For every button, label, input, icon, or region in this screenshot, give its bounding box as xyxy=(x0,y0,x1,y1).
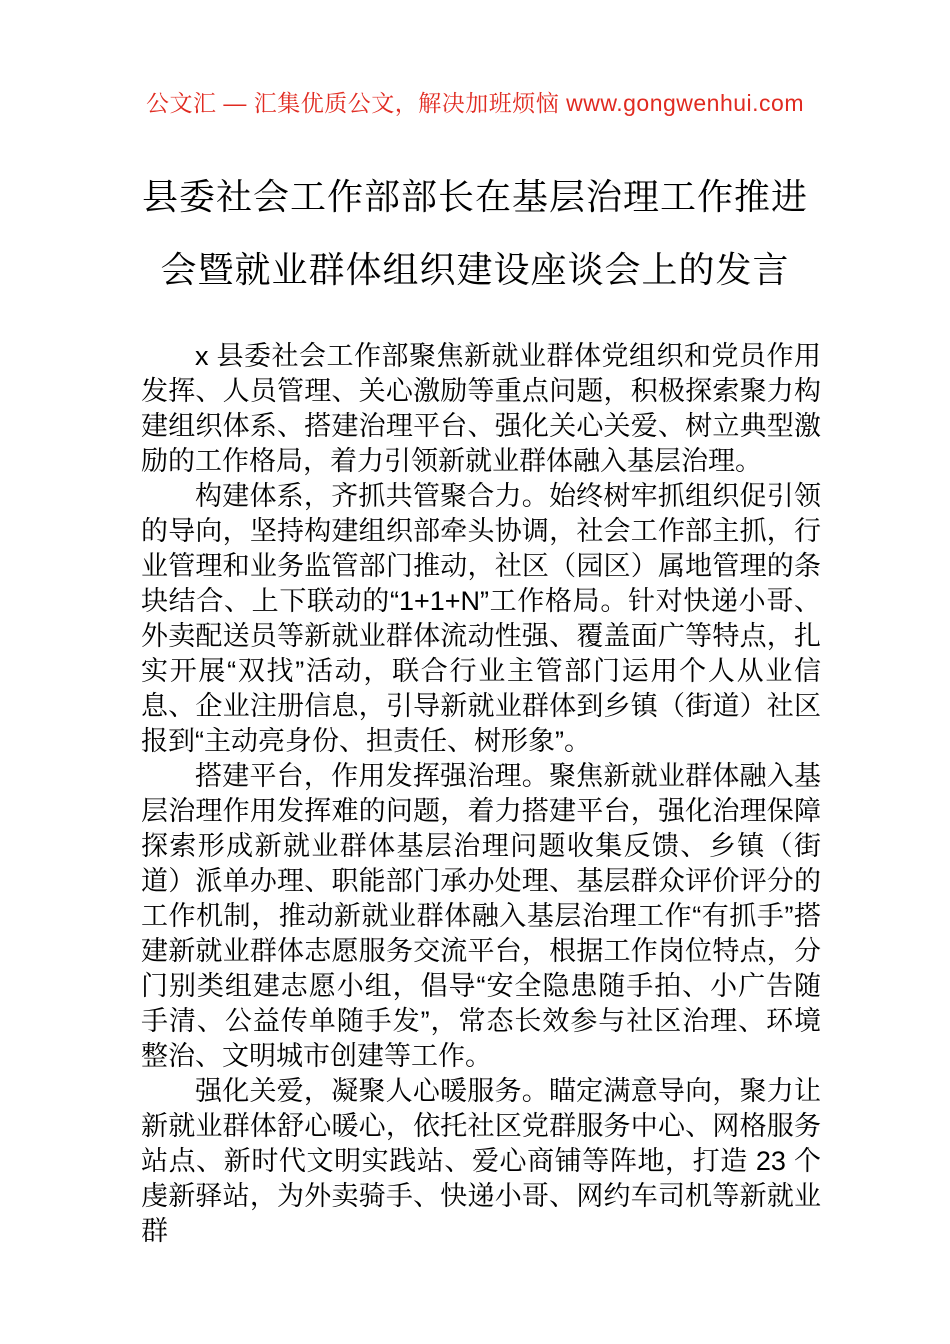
document-paragraph: 搭建平台，作用发挥强治理。聚焦新就业群体融入基层治理作用发挥难的问题，着力搭建平台，强化治理保障探索形成新就业群体基层治理问题收集反馈、乡镇（街道）派单办理、职能部门承办处理、基层群众评价评分的工作机制，推动新就业群体融入基层治理工作“有抓手”搭建新就业群体志愿服务交流平台，根据工作岗位特点，分门别类组建志愿小组，倡导“安全隐患随手拍、小广告随手清、公益传单随手发”，常态长效参与社区治理、环境整治、文明城市创建等工作。 xyxy=(141,761,821,1071)
site-banner-text: 公文汇 — 汇集优质公文，解决加班烦恼 www.gongwenhui.com xyxy=(145,90,804,116)
document-body xyxy=(141,339,821,1249)
document-paragraph: 构建体系，齐抓共管聚合力。始终树牢抓组织促引领的导向，坚持构建组织部牵头协调，社会工作部主抓，行业管理和业务监管部门推动，社区（园区）属地管理的条块结合、上下联动的“1+1+N”工作格局。针对快递小哥、外卖配送员等新就业群体流动性强、覆盖面广等特点，扎实开展“双找”活动，联合行业主管部门运用个人从业信息、企业注册信息，引导新就业群体到乡镇（街道）社区报到“主动亮身份、担责任、树形象”。 xyxy=(141,481,821,756)
document-title xyxy=(0,160,950,306)
document-paragraph: x 县委社会工作部聚焦新就业群体党组织和党员作用发挥、人员管理、关心激励等重点问题，积极探索聚力构建组织体系、搭建治理平台、强化关心关爱、树立典型激励的工作格局，着力引领新就业群体融入基层治理。 xyxy=(141,341,821,476)
document-paragraph: 强化关爱，凝聚人心暖服务。瞄定满意导向，聚力让新就业群体舒心暖心，依托社区党群服务中心、网格服务站点、新时代文明实践站、爱心商铺等阵地，打造 23 个虔新驿站，为外卖骑手、快递小哥、网约车司机等新就业群 xyxy=(141,1076,821,1246)
document-title-line-1: 县委社会工作部部长在基层治理工作推进 xyxy=(141,176,808,217)
document-title-line-2: 会暨就业群体组织建设座谈会上的发言 xyxy=(160,249,790,290)
